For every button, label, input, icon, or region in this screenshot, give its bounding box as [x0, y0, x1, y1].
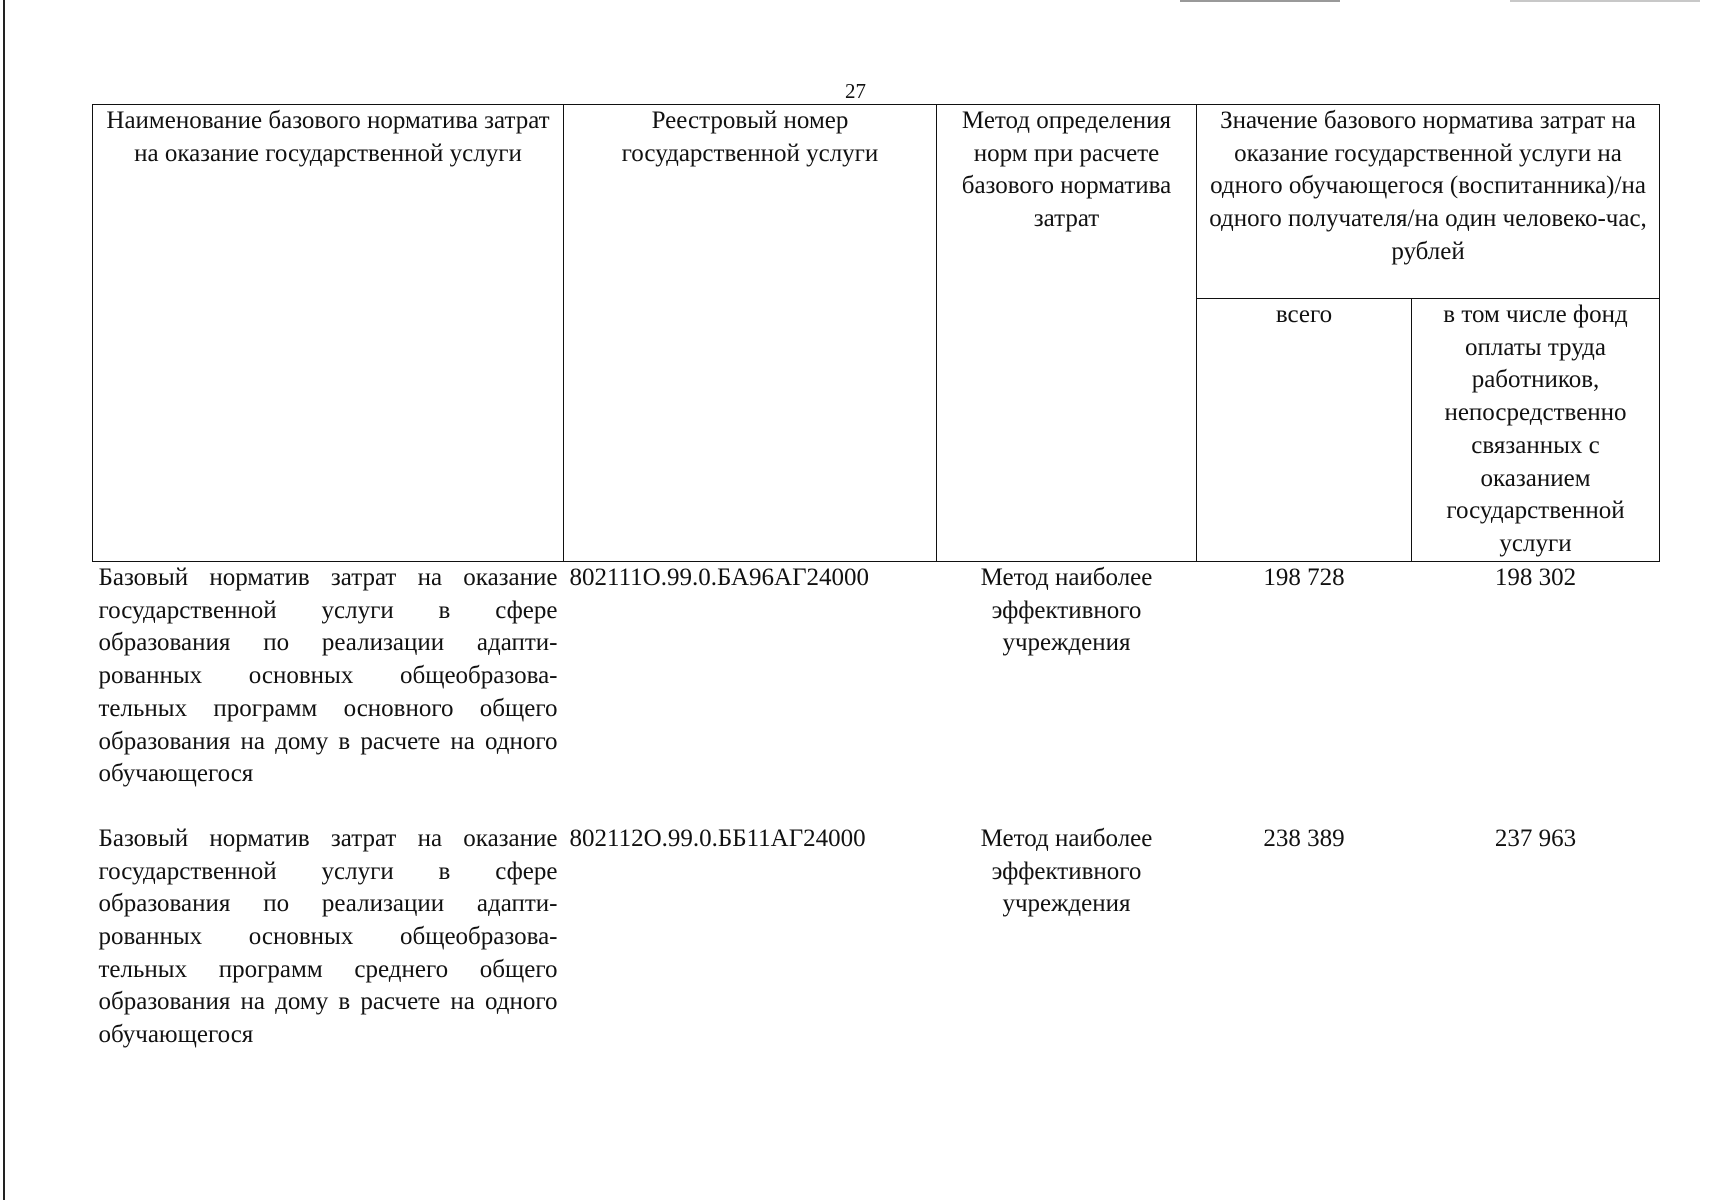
row-registry-number: 802112О.99.0.ББ11АГ24000 — [569, 824, 866, 852]
row-including-payroll: 237 963 — [1494, 824, 1577, 852]
row-name: Базовый норматив затрат на оказание государственной услуги в сфере образования по реализации адапти-рованных основных общеобразова-тельных программ среднего общего образования на дому в расчете на одного обучающегося — [98, 824, 558, 1049]
scan-top-mark — [1180, 0, 1340, 2]
table-row — [93, 562, 1660, 823]
row-name: Базовый норматив затрат на оказание государственной услуги в сфере образования по реализации адапти-рованных основных общеобразова-тельных программ основного общего образования на дому в расчете на одного обучающегося — [98, 564, 558, 788]
row-method: Метод наиболее эффективного учреждения — [980, 824, 1153, 918]
scan-left-edge — [3, 0, 5, 1200]
header-name: Наименование базового норматива затрат на оказание государственной услуги — [93, 105, 564, 562]
page-number: 27 — [845, 79, 866, 103]
cost-norms-table — [92, 104, 1660, 1084]
table-body — [93, 562, 1660, 1084]
table-row — [93, 823, 1660, 1084]
row-total: 198 728 — [1263, 564, 1345, 591]
header-registry-number: Реестровый номер государственной услуги — [564, 105, 937, 562]
table-header — [93, 105, 1660, 562]
header-total: всего — [1197, 299, 1412, 562]
row-total: 238 389 — [1263, 824, 1345, 852]
row-method: Метод наиболее эффективного учреждения — [980, 564, 1153, 657]
header-including-payroll: в том числе фонд оплаты труда работников, непосредственно связанных с оказанием государственной услуги — [1412, 299, 1660, 562]
scan-top-mark — [1510, 0, 1700, 2]
row-registry-number: 802111О.99.0.БА96АГ24000 — [569, 564, 870, 591]
header-method: Метод определения норм при расчете базового норматива затрат — [937, 105, 1197, 562]
header-value-group: Значение базового норматива затрат на оказание государственной услуги на одного обучающегося (воспитанника)/на одного получателя/на один человеко-час, рублей — [1197, 105, 1660, 299]
row-including-payroll: 198 302 — [1494, 564, 1577, 591]
